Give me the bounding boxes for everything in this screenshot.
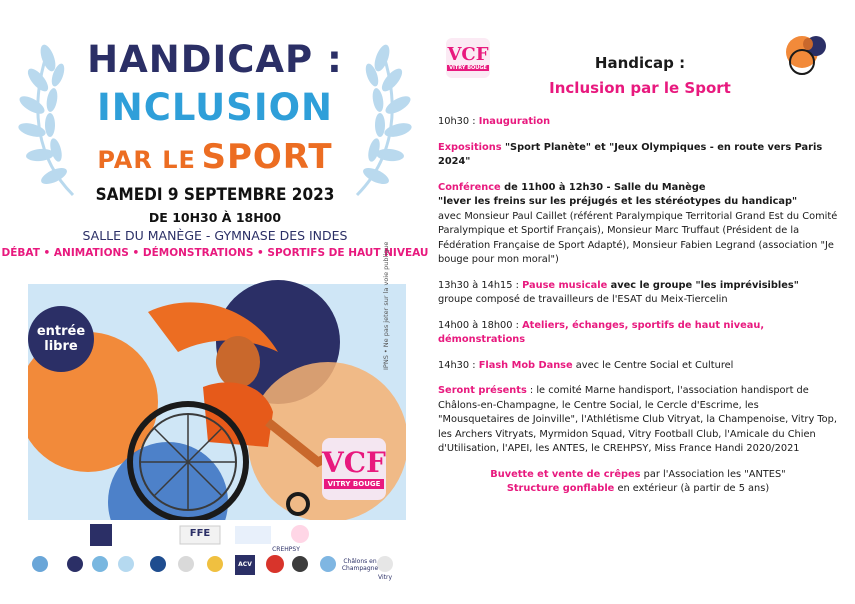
item-time: 10h30 :	[438, 116, 476, 127]
item-label: Conférence	[438, 181, 501, 193]
poster-hours: DE 10H30 À 18H00	[148, 210, 282, 225]
sponsor-ffe: FFE	[189, 528, 211, 539]
event-program	[438, 115, 838, 497]
poster-title-line2: INCLUSION	[96, 86, 334, 129]
program-title-line1: Handicap :	[594, 54, 686, 72]
vcf-small-label: VITRY BOUGE	[449, 64, 487, 71]
item-label: Expositions	[438, 141, 502, 153]
program-item-ateliers	[438, 319, 838, 348]
item-time: 14h00 à 18h00 :	[438, 319, 519, 331]
item-time: 13h30 à 14h15 :	[438, 279, 519, 291]
item-label: Seront présents	[438, 385, 527, 396]
program-item-conference	[438, 181, 838, 268]
item-text: : le comité Marne handisport, l'association handisport de Châlons-en-Champagne, le Centre Social, le Cercle d'Escrime, les "Mousquetaires de Joinville", l'Athlétisme Club Vitryat, la Champenoise, Vitry Top, les Archers Vitryats, Myrmidon Squad, Vitry Football Club, l'Amicale du Chien d'Utilisation, l'APEI, les ANTES, le CREHPSY, Miss France Handi 2020/2021	[438, 385, 837, 454]
item-time: 14h30 :	[438, 359, 476, 371]
badge-line1: entrée	[36, 324, 86, 339]
sponsor-vitry: Vitry	[377, 574, 392, 581]
vcf-logo-label: VITRY BOUGE	[324, 479, 385, 489]
item-text: de 11h00 à 12h30 - Salle du Manège	[500, 181, 706, 193]
conference-quote: "lever les freins sur les préjugés et les stéréotypes du handicap"	[438, 196, 798, 207]
program-footer	[438, 468, 838, 497]
footer-structure-label: Structure gonflable	[506, 483, 615, 494]
program-item-participants	[438, 384, 838, 457]
poster-title-par-le: PAR LE	[97, 146, 196, 174]
item-label: Flash Mob Danse	[478, 359, 573, 371]
item-text: "Sport Planète" et "Jeux Olympiques - en route vers Paris 2024"	[438, 141, 823, 167]
poster-title-line1: HANDICAP :	[87, 38, 343, 81]
poster-venue: SALLE DU MANÈGE - GYMNASE DES INDES	[82, 228, 348, 243]
program-item-inauguration	[438, 115, 838, 130]
poster-date: SAMEDI 9 SEPTEMBRE 2023	[95, 185, 335, 205]
vitry-bouge-logo	[322, 438, 386, 500]
badge-line2: libre	[44, 339, 78, 354]
sponsor-crehpsy: CREHPSY	[272, 546, 300, 553]
program-item-flash-mob	[438, 359, 838, 374]
program-item-pause-musicale	[438, 279, 838, 308]
poster-title-sport: SPORT	[201, 137, 333, 177]
item-text: avec le Centre Social et Culturel	[572, 359, 734, 371]
item-label: Ateliers, échanges, sportifs de haut niveau, démonstrations	[438, 319, 765, 345]
pause-detail: groupe composé de travailleurs de l'ESAT du Meix-Tiercelin	[438, 294, 728, 305]
sponsor-acv: ACV	[238, 561, 252, 568]
item-label: Pause musicale	[522, 279, 608, 291]
sponsor-logos	[30, 522, 405, 592]
conference-detail: avec Monsieur Paul Caillet (référent Paralympique Territorial Grand Est du Comité Paralympique et Sportif Français), Monsieur Marc Truffaut (Président de la Fédération Française de Sport Adapté), Monsieur Fabien Legrand (association "Je bouge pour mon moral")	[438, 210, 838, 265]
footer-structure-text: en extérieur (à partir de 5 ans)	[614, 483, 770, 494]
item-text: avec le groupe "les imprévisibles"	[607, 279, 799, 291]
footer-buvette-label: Buvette et vente de crêpes	[490, 468, 641, 480]
footer-buvette-text: par l'Association les "ANTES"	[640, 468, 786, 480]
item-label: Inauguration	[478, 116, 551, 127]
poster-title-line3	[0, 137, 430, 177]
vcf-logo-mark: VCF	[322, 446, 386, 479]
free-entry-badge	[28, 306, 94, 372]
program-title-line2: Inclusion par le Sport	[549, 79, 731, 97]
poster-tagline: DÉBAT • ANIMATIONS • DÉMONSTRATIONS • SPORTIFS DE HAUT NIVEAU	[1, 247, 429, 259]
vcf-small-mark: VCF	[447, 43, 489, 65]
sponsor-chalons: Châlons en Champagne	[341, 558, 379, 572]
ipns-note: IPNS • Ne pas jeter sur la voie publique	[382, 241, 390, 370]
program-item-expositions	[438, 141, 838, 170]
